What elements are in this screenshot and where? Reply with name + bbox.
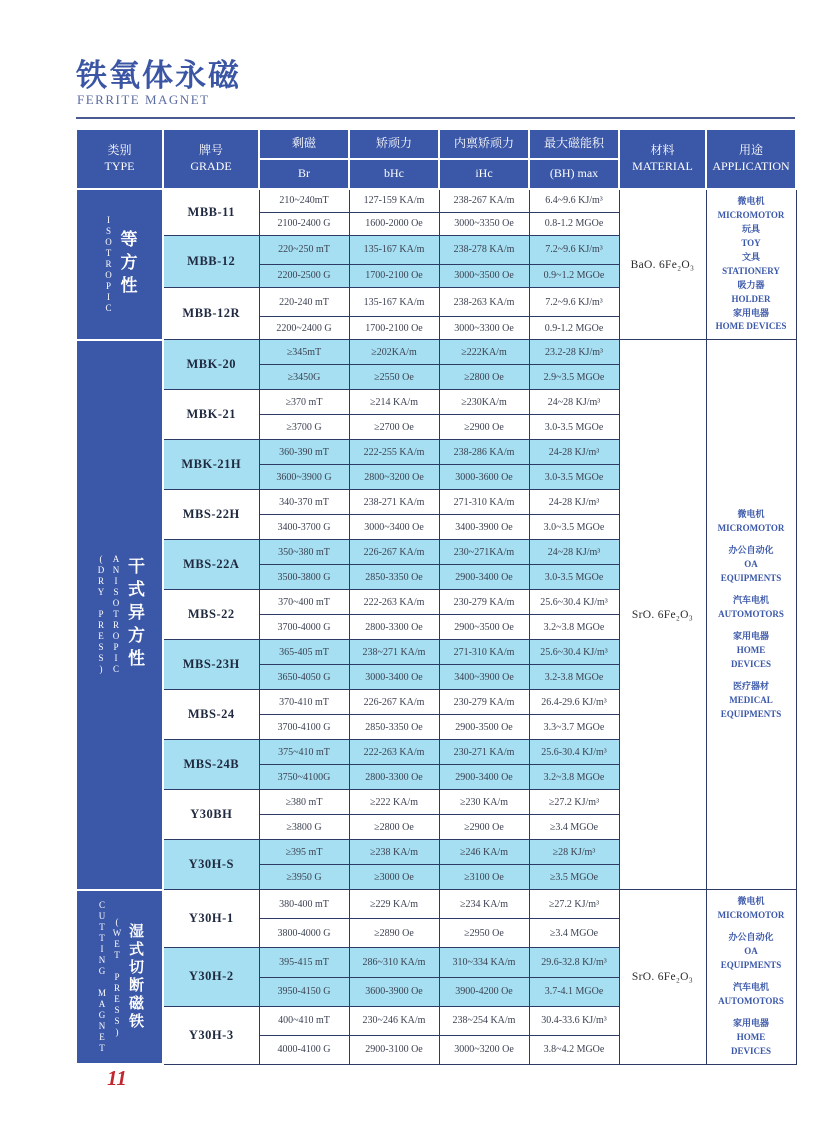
value-cell-bhmax-cgs: 3.0~3.5 MGOe	[529, 515, 619, 540]
col-header-bhmax-en: (BH) max	[529, 159, 619, 189]
col-header-material-en: MATERIAL	[632, 159, 693, 173]
value-cell-bhmax-cgs: 3.2~3.8 MGOe	[529, 615, 619, 640]
col-header-type-zh: 类别	[107, 143, 132, 158]
value-cell-ihc-cgs: 2900-3500 Oe	[439, 715, 529, 740]
value-cell-bhmax-si: 6.4~9.6 KJ/m³	[529, 189, 619, 212]
value-cell-br-cgs: 3700-4100 G	[259, 715, 349, 740]
value-cell-ihc-cgs: 3900-4200 Oe	[439, 977, 529, 1006]
value-cell-bhmax-si: 24-28 KJ/m³	[529, 490, 619, 515]
value-cell-bhc-cgs: 2850-3350 Oe	[349, 715, 439, 740]
value-cell-bhc-cgs: ≥2890 Oe	[349, 919, 439, 948]
value-cell-bhmax-cgs: 3.0-3.5 MGOe	[529, 415, 619, 440]
value-cell-bhmax-si: 26.4-29.6 KJ/m³	[529, 690, 619, 715]
value-cell-bhmax-si: ≥28 KJ/m³	[529, 840, 619, 865]
type-label-zh: 干式异方性	[125, 557, 144, 673]
value-cell-br-si: 220~250 mT	[259, 235, 349, 264]
application-line: STATIONERY	[722, 265, 780, 276]
material-cell: BaO. 6Fe₂O₃	[619, 189, 706, 340]
value-cell-br-si: 360-390 mT	[259, 440, 349, 465]
grade-cell: Y30H-2	[163, 948, 259, 1006]
value-cell-bhmax-cgs: 2.9~3.5 MGOe	[529, 365, 619, 390]
value-cell-br-cgs: 3700-4000 G	[259, 615, 349, 640]
page-number: 11	[107, 1066, 127, 1090]
application-line: OA	[744, 559, 758, 570]
value-cell-bhmax-cgs: 3.3~3.7 MGOe	[529, 715, 619, 740]
value-cell-bhmax-cgs: ≥3.4 MGOe	[529, 815, 619, 840]
col-header-br-zh: 剩磁	[259, 129, 349, 159]
value-cell-br-cgs: 4000-4100 G	[259, 1035, 349, 1064]
col-header-ihc-zh: 内禀矫顽力	[439, 129, 529, 159]
value-cell-bhc-cgs: 1600-2000 Oe	[349, 212, 439, 235]
value-cell-ihc-si: 271-310 KA/m	[439, 640, 529, 665]
col-header-type	[76, 129, 163, 189]
value-cell-ihc-si: ≥230KA/m	[439, 390, 529, 415]
value-cell-bhmax-si: 29.6-32.8 KJ/m³	[529, 948, 619, 977]
value-cell-bhc-cgs: 2900-3100 Oe	[349, 1035, 439, 1064]
value-cell-bhmax-cgs: 3.0-3.5 MGOe	[529, 565, 619, 590]
value-cell-bhmax-si: 25.6~30.4 KJ/m³	[529, 640, 619, 665]
application-spacer	[709, 586, 794, 594]
value-cell-br-cgs: 3600~3900 G	[259, 465, 349, 490]
value-cell-ihc-cgs: 3000~3200 Oe	[439, 1035, 529, 1064]
value-cell-ihc-cgs: 3000~3350 Oe	[439, 212, 529, 235]
col-header-bhc-zh: 矫顽力	[349, 129, 439, 159]
value-cell-ihc-si: 238-263 KA/m	[439, 287, 529, 316]
col-header-bhc-en: bHc	[349, 159, 439, 189]
value-cell-bhmax-cgs: 3.7-4.1 MGOe	[529, 977, 619, 1006]
grade-cell: MBS-24B	[163, 740, 259, 790]
value-cell-bhmax-si: 25.6~30.4 KJ/m³	[529, 590, 619, 615]
value-cell-br-cgs: 3650-4050 G	[259, 665, 349, 690]
value-cell-bhc-cgs: 3600-3900 Oe	[349, 977, 439, 1006]
value-cell-br-si: 220-240 mT	[259, 287, 349, 316]
material-cell: SrO. 6Fe₂O₃	[619, 890, 706, 1064]
value-cell-ihc-cgs: ≥2950 Oe	[439, 919, 529, 948]
value-cell-ihc-si: 230-279 KA/m	[439, 590, 529, 615]
col-header-br-en: Br	[259, 159, 349, 189]
type-label-zh: 等方性	[117, 229, 137, 299]
value-cell-bhc-si: 230~246 KA/m	[349, 1006, 439, 1035]
type-label-en: ISOTROPIC	[103, 214, 114, 314]
application-line: EQUIPMENTS	[720, 573, 782, 584]
application-line: MICROMOTOR	[717, 910, 785, 921]
value-cell-br-si: 365-405 mT	[259, 640, 349, 665]
value-cell-bhc-cgs: ≥2800 Oe	[349, 815, 439, 840]
value-cell-br-si: 340-370 mT	[259, 490, 349, 515]
col-header-application-en: APPLICATION	[712, 159, 790, 173]
grade-cell: MBK-21	[163, 390, 259, 440]
grade-cell: MBS-22	[163, 590, 259, 640]
value-cell-br-cgs: ≥3450G	[259, 365, 349, 390]
application-line: MEDICAL	[729, 694, 773, 705]
grade-cell: MBS-22H	[163, 490, 259, 540]
value-cell-bhc-si: ≥229 KA/m	[349, 890, 439, 919]
value-cell-bhc-cgs: 3000-3400 Oe	[349, 665, 439, 690]
type-group-cell	[76, 340, 163, 890]
type-label-en: ANISOTROPIC	[111, 554, 121, 676]
value-cell-bhc-si: ≥222 KA/m	[349, 790, 439, 815]
spec-table	[75, 128, 797, 1065]
value-cell-ihc-cgs: ≥2900 Oe	[439, 815, 529, 840]
value-cell-bhmax-cgs: 3.2-3.8 MGOe	[529, 665, 619, 690]
value-cell-ihc-cgs: ≥2900 Oe	[439, 415, 529, 440]
value-cell-bhmax-cgs: 0.9~1.2 MGOe	[529, 264, 619, 287]
application-line: EQUIPMENTS	[720, 708, 782, 719]
value-cell-ihc-si: 230-279 KA/m	[439, 690, 529, 715]
application-line: MICROMOTOR	[717, 209, 785, 220]
value-cell-bhmax-cgs: ≥3.4 MGOe	[529, 919, 619, 948]
application-line: 汽车电机	[732, 982, 769, 993]
value-cell-ihc-cgs: 3400~3900 Oe	[439, 665, 529, 690]
value-cell-ihc-cgs: 2900-3400 Oe	[439, 765, 529, 790]
application-line: HOME	[736, 644, 766, 655]
application-line: TOY	[741, 237, 761, 248]
application-line: 微电机	[737, 896, 765, 907]
type-label-en: CUTTING MAGNET	[97, 900, 107, 1055]
col-header-grade-zh: 牌号	[198, 143, 223, 158]
value-cell-bhmax-si: 24~28 KJ/m³	[529, 390, 619, 415]
application-line: 办公自动化	[728, 932, 774, 943]
value-cell-br-cgs: ≥3800 G	[259, 815, 349, 840]
page-subtitle: FERRITE MAGNET	[77, 92, 210, 107]
application-line: 医疗器材	[732, 680, 769, 691]
application-line: OA	[744, 946, 758, 957]
col-header-application-zh: 用途	[738, 143, 763, 158]
type-label-zh: 湿式切断磁铁	[127, 923, 143, 1032]
value-cell-ihc-si: 238-286 KA/m	[439, 440, 529, 465]
value-cell-br-si: 375~410 mT	[259, 740, 349, 765]
value-cell-br-cgs: 3750~4100G	[259, 765, 349, 790]
value-cell-br-cgs: ≥3950 G	[259, 865, 349, 890]
grade-cell: MBB-12R	[163, 287, 259, 339]
value-cell-bhc-si: 238~271 KA/m	[349, 640, 439, 665]
value-cell-bhmax-si: 23.2-28 KJ/m³	[529, 340, 619, 365]
value-cell-br-si: 395-415 mT	[259, 948, 349, 977]
value-cell-br-si: 370~400 mT	[259, 590, 349, 615]
value-cell-br-si: 350~380 mT	[259, 540, 349, 565]
application-line: HOME	[736, 1031, 766, 1042]
application-line: 家用电器	[732, 1017, 769, 1028]
value-cell-bhc-si: 222-255 KA/m	[349, 440, 439, 465]
value-cell-bhc-cgs: ≥2550 Oe	[349, 365, 439, 390]
value-cell-br-si: ≥370 mT	[259, 390, 349, 415]
value-cell-br-si: 380-400 mT	[259, 890, 349, 919]
value-cell-bhmax-si: ≥27.2 KJ/m³	[529, 790, 619, 815]
value-cell-br-cgs: 3950-4150 G	[259, 977, 349, 1006]
application-line: EQUIPMENTS	[720, 960, 782, 971]
value-cell-ihc-si: ≥222KA/m	[439, 340, 529, 365]
value-cell-bhc-cgs: 2800-3300 Oe	[349, 765, 439, 790]
value-cell-br-cgs: 3800-4000 G	[259, 919, 349, 948]
grade-cell: MBB-11	[163, 189, 259, 235]
application-spacer	[709, 923, 794, 931]
value-cell-br-si: ≥345mT	[259, 340, 349, 365]
type-group-cell	[76, 890, 163, 1064]
application-line: AUTOMOTORS	[718, 608, 784, 619]
value-cell-ihc-cgs: 2900~3500 Oe	[439, 615, 529, 640]
value-cell-br-si: 210~240mT	[259, 189, 349, 212]
value-cell-bhc-cgs: 3000~3400 Oe	[349, 515, 439, 540]
value-cell-ihc-cgs: ≥3100 Oe	[439, 865, 529, 890]
value-cell-ihc-si: 238-267 KA/m	[439, 189, 529, 212]
application-spacer	[709, 622, 794, 630]
application-line: AUTOMOTORS	[718, 996, 784, 1006]
table-row	[76, 890, 796, 919]
grade-cell: Y30H-3	[163, 1006, 259, 1064]
grade-cell: MBB-12	[163, 235, 259, 287]
grade-cell: Y30H-1	[163, 890, 259, 948]
application-line: 微电机	[737, 196, 765, 206]
value-cell-bhmax-si: 24~28 KJ/m³	[529, 540, 619, 565]
application-cell	[706, 890, 796, 1064]
value-cell-bhc-si: 135-167 KA/m	[349, 235, 439, 264]
value-cell-br-cgs: 2200-2500 G	[259, 264, 349, 287]
value-cell-bhc-si: 238-271 KA/m	[349, 490, 439, 515]
value-cell-br-cgs: ≥3700 G	[259, 415, 349, 440]
application-line: 微电机	[737, 509, 765, 520]
grade-cell: MBK-21H	[163, 440, 259, 490]
col-header-grade-en: GRADE	[190, 159, 232, 173]
value-cell-bhc-cgs: 1700-2100 Oe	[349, 264, 439, 287]
value-cell-br-cgs: 3500-3800 G	[259, 565, 349, 590]
application-line: HOLDER	[731, 293, 771, 304]
value-cell-br-si: 400~410 mT	[259, 1006, 349, 1035]
value-cell-br-si: 370-410 mT	[259, 690, 349, 715]
value-cell-bhmax-cgs: 3.8~4.2 MGOe	[529, 1035, 619, 1064]
grade-cell: MBS-23H	[163, 640, 259, 690]
table-row	[76, 340, 796, 365]
value-cell-br-cgs: 3400-3700 G	[259, 515, 349, 540]
value-cell-ihc-cgs: 2900-3400 Oe	[439, 565, 529, 590]
value-cell-bhc-cgs: 2800-3300 Oe	[349, 615, 439, 640]
application-line: 家用电器	[732, 630, 769, 641]
value-cell-bhmax-si: 7.2~9.6 KJ/m³	[529, 235, 619, 264]
value-cell-bhc-cgs: ≥2700 Oe	[349, 415, 439, 440]
value-cell-bhc-si: 286~310 KA/m	[349, 948, 439, 977]
value-cell-bhc-cgs: 2850-3350 Oe	[349, 565, 439, 590]
value-cell-ihc-si: ≥230 KA/m	[439, 790, 529, 815]
value-cell-ihc-si: 238~254 KA/m	[439, 1006, 529, 1035]
grade-cell: Y30BH	[163, 790, 259, 840]
value-cell-ihc-si: 271-310 KA/m	[439, 490, 529, 515]
value-cell-bhc-si: ≥202KA/m	[349, 340, 439, 365]
value-cell-ihc-si: 230-271 KA/m	[439, 740, 529, 765]
value-cell-ihc-cgs: 3000~3500 Oe	[439, 264, 529, 287]
value-cell-ihc-cgs: ≥2800 Oe	[439, 365, 529, 390]
col-header-type-en: TYPE	[104, 159, 135, 173]
application-line: 玩具	[741, 223, 760, 234]
value-cell-bhmax-si: 25.6-30.4 KJ/m³	[529, 740, 619, 765]
value-cell-bhc-si: ≥238 KA/m	[349, 840, 439, 865]
value-cell-bhc-cgs: ≥3000 Oe	[349, 865, 439, 890]
value-cell-ihc-si: 230~271KA/m	[439, 540, 529, 565]
application-line: DEVICES	[730, 658, 771, 669]
value-cell-bhmax-cgs: 0.8-1.2 MGOe	[529, 212, 619, 235]
application-line: 汽车电机	[732, 594, 769, 605]
value-cell-ihc-cgs: 3400-3900 Oe	[439, 515, 529, 540]
value-cell-ihc-cgs: 3000-3600 Oe	[439, 465, 529, 490]
value-cell-bhmax-si: 7.2~9.6 KJ/m³	[529, 287, 619, 316]
table-row	[76, 189, 796, 212]
application-cell	[706, 189, 796, 340]
value-cell-bhc-si: ≥214 KA/m	[349, 390, 439, 415]
value-cell-ihc-si: ≥246 KA/m	[439, 840, 529, 865]
value-cell-bhmax-cgs: 3.2~3.8 MGOe	[529, 765, 619, 790]
col-header-bhmax-zh: 最大磁能积	[529, 129, 619, 159]
application-spacer	[709, 536, 794, 544]
application-line: 吸力器	[737, 279, 765, 290]
value-cell-bhmax-si: ≥27.2 KJ/m³	[529, 890, 619, 919]
type-label-en: (WET PRESS)	[112, 916, 122, 1038]
title-divider	[76, 117, 795, 119]
grade-cell: MBS-24	[163, 690, 259, 740]
application-line: 办公自动化	[728, 545, 774, 556]
value-cell-bhc-si: 222-263 KA/m	[349, 590, 439, 615]
application-cell	[706, 340, 796, 890]
value-cell-br-si: ≥380 mT	[259, 790, 349, 815]
application-spacer	[709, 973, 794, 981]
value-cell-bhc-si: 127-159 KA/m	[349, 189, 439, 212]
col-header-ihc-en: iHc	[439, 159, 529, 189]
application-spacer	[709, 1009, 794, 1017]
application-line: 文具	[741, 251, 760, 262]
material-cell: SrO. 6Fe₂O₃	[619, 340, 706, 890]
value-cell-bhmax-si: 24-28 KJ/m³	[529, 440, 619, 465]
value-cell-bhc-cgs: 1700-2100 Oe	[349, 317, 439, 340]
grade-cell: Y30H-S	[163, 840, 259, 890]
value-cell-br-cgs: 2100-2400 G	[259, 212, 349, 235]
spec-table-container	[75, 128, 797, 1065]
type-label-en: (DRY PRESS)	[96, 554, 106, 676]
value-cell-ihc-si: 310~334 KA/m	[439, 948, 529, 977]
application-line: MICROMOTOR	[717, 523, 785, 534]
value-cell-br-si: ≥395 mT	[259, 840, 349, 865]
col-header-grade	[163, 129, 259, 189]
page-title: 铁氧体永磁	[76, 58, 241, 93]
value-cell-ihc-cgs: 3000~3300 Oe	[439, 317, 529, 340]
col-header-material-zh: 材料	[650, 143, 675, 158]
value-cell-bhmax-si: 30.4-33.6 KJ/m³	[529, 1006, 619, 1035]
value-cell-bhc-si: 135-167 KA/m	[349, 287, 439, 316]
value-cell-bhmax-cgs: ≥3.5 MGOe	[529, 865, 619, 890]
value-cell-bhmax-cgs: 3.0-3.5 MGOe	[529, 465, 619, 490]
application-line: HOME DEVICES	[715, 321, 787, 332]
value-cell-bhc-si: 226-267 KA/m	[349, 690, 439, 715]
value-cell-ihc-si: ≥234 KA/m	[439, 890, 529, 919]
application-line: DEVICES	[730, 1045, 771, 1056]
type-group-cell	[76, 189, 163, 340]
col-header-application	[706, 129, 796, 189]
col-header-material	[619, 129, 706, 189]
application-spacer	[709, 672, 794, 680]
value-cell-bhc-si: 226-267 KA/m	[349, 540, 439, 565]
value-cell-bhc-si: 222-263 KA/m	[349, 740, 439, 765]
value-cell-bhc-cgs: 2800~3200 Oe	[349, 465, 439, 490]
grade-cell: MBS-22A	[163, 540, 259, 590]
application-line: 家用电器	[732, 307, 769, 318]
value-cell-br-cgs: 2200~2400 G	[259, 317, 349, 340]
value-cell-ihc-si: 238-278 KA/m	[439, 235, 529, 264]
grade-cell: MBK-20	[163, 340, 259, 390]
value-cell-bhmax-cgs: 0.9-1.2 MGOe	[529, 317, 619, 340]
